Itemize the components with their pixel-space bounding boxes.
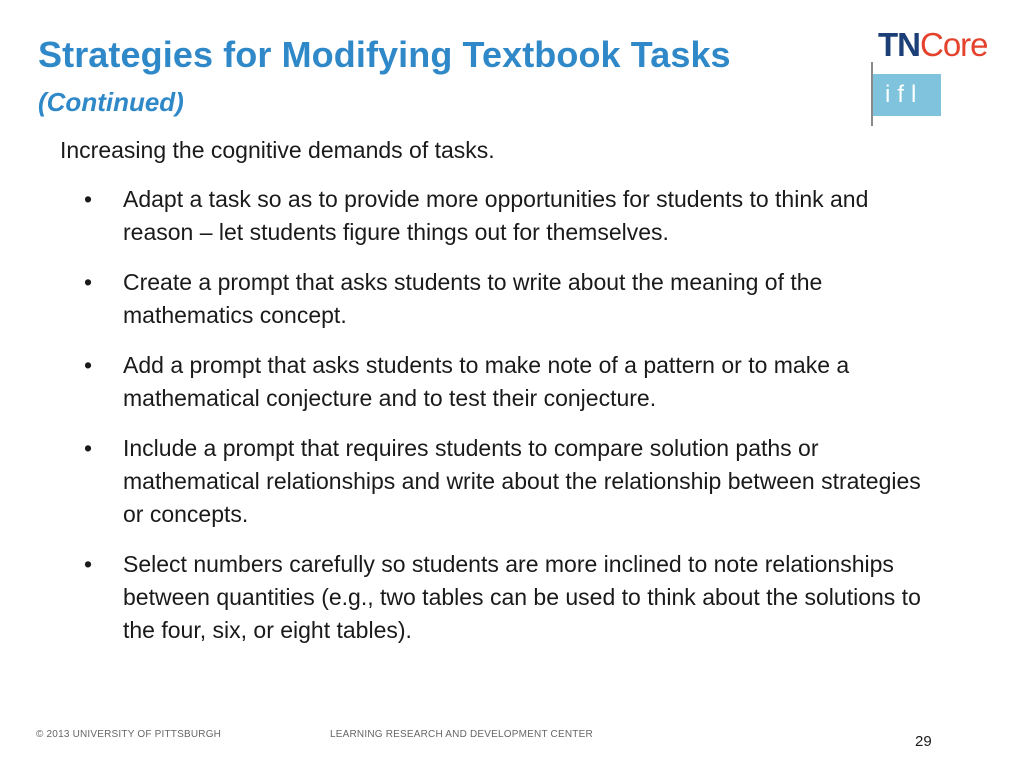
page-number: 29 <box>915 733 932 750</box>
bullet-dot: • <box>84 186 93 212</box>
bullet-dot: • <box>84 551 93 577</box>
lead-text: Increasing the cognitive demands of tasks. <box>60 137 495 163</box>
bullet-dot: • <box>84 352 93 378</box>
bullet-dot: • <box>84 435 93 461</box>
bullet-item <box>84 432 934 531</box>
footer-copyright: © 2013 UNIVERSITY OF PITTSBURGH <box>36 729 222 740</box>
tncore-logo <box>878 28 988 61</box>
slide-subtitle: (Continued) <box>38 87 184 117</box>
footer-center-text: LEARNING RESEARCH AND DEVELOPMENT CENTER <box>330 729 593 740</box>
bullet-item <box>84 548 934 647</box>
bullet-dot: • <box>84 269 93 295</box>
bullet-text: Select numbers carefully so students are more inclined to note relationships between quantities (e.g., two tables can be used to think about the solutions to the four, six, or eight tables). <box>123 551 921 643</box>
logo-tn-text: TN <box>878 26 920 63</box>
bullet-item <box>84 349 934 415</box>
slide-title: Strategies for Modifying Textbook Tasks <box>38 34 731 75</box>
bullet-text: Adapt a task so as to provide more opportunities for students to think and reason – let students figure things out for themselves. <box>123 186 869 245</box>
logo-core-text: Core <box>920 26 988 63</box>
bullet-text: Create a prompt that asks students to write about the meaning of the mathematics concept. <box>123 269 823 328</box>
bullet-item <box>84 266 934 332</box>
bullet-list <box>84 183 934 664</box>
bullet-text: Add a prompt that asks students to make note of a pattern or to make a mathematical conjecture and to test their conjecture. <box>123 352 850 411</box>
bullet-text: Include a prompt that requires students to compare solution paths or mathematical relationships and write about the relationship between strategies or concepts. <box>123 435 921 527</box>
ifl-logo: ifl <box>873 74 941 116</box>
bullet-item <box>84 183 934 249</box>
